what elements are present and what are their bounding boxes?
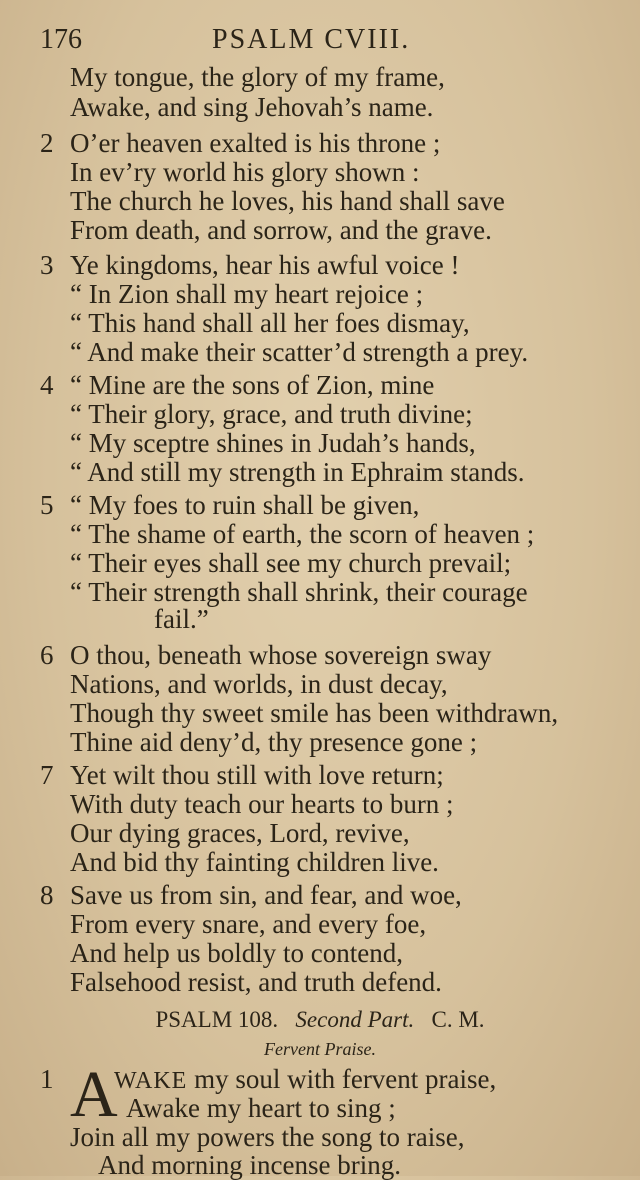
first-line-end: my soul with fervent praise, — [194, 1064, 497, 1094]
verse-line: The church he loves, his hand shall save — [70, 186, 505, 216]
verse-line: And morning incense bring. — [98, 1150, 401, 1180]
drop-cap: A — [70, 1058, 118, 1131]
verse-line: With duty teach our hearts to burn ; — [70, 789, 454, 819]
stanza-number: 5 — [40, 490, 54, 520]
psalm-label: PSALM 108. — [155, 1007, 279, 1032]
verse-line: “ In Zion shall my heart rejoice ; — [70, 279, 424, 309]
verse-line: “ This hand shall all her foes dismay, — [70, 308, 470, 338]
verse-line: Though thy sweet smile has been withdrawn, — [70, 698, 559, 728]
first-word: WAKE — [114, 1068, 188, 1094]
section-subtitle: Fervent Praise. — [264, 1039, 376, 1059]
verse-line: Join all my powers the song to raise, — [70, 1122, 465, 1152]
stanza-number: 7 — [40, 760, 54, 790]
verse-line: Awake, and sing Jehovah’s name. — [70, 92, 434, 122]
verse-line: O’er heaven exalted is his throne ; — [70, 128, 441, 158]
part-label: Second Part. — [295, 1007, 415, 1032]
stanza-number: 6 — [40, 640, 54, 670]
verse-line: In ev’ry world his glory shown : — [70, 157, 420, 187]
running-title: PSALM CVIII. — [212, 24, 411, 55]
verse-line: Our dying graces, Lord, revive, — [70, 818, 410, 848]
verse-line: “ And still my strength in Ephraim stands. — [70, 457, 525, 487]
verse-line: Yet wilt thou still with love return; — [70, 760, 444, 790]
stanza-number: 4 — [40, 370, 54, 400]
stanza-number: 2 — [40, 128, 54, 158]
verse-line: O thou, beneath whose sovereign sway — [70, 640, 492, 670]
verse-line: “ My foes to ruin shall be given, — [70, 490, 420, 520]
page-header — [0, 24, 640, 60]
verse-line: My tongue, the glory of my frame, — [70, 62, 445, 92]
verse-line: “ The shame of earth, the scorn of heaven ; — [70, 519, 535, 549]
verse-line: Falsehood resist, and truth defend. — [70, 967, 442, 997]
meter-label: C. M. — [431, 1007, 485, 1032]
verse-line: Awake my heart to sing ; — [126, 1093, 396, 1123]
verse-line: “ Their glory, grace, and truth divine; — [70, 399, 473, 429]
stanza-number: 3 — [40, 250, 54, 280]
verse-line — [114, 1066, 496, 1093]
section-heading — [0, 1008, 640, 1031]
verse-line: “ My sceptre shines in Judah’s hands, — [70, 428, 476, 458]
stanza-number: 1 — [40, 1064, 54, 1094]
verse-line: Nations, and worlds, in dust decay, — [70, 669, 448, 699]
page-number: 176 — [40, 24, 82, 55]
verse-line: “ Their eyes shall see my church prevail; — [70, 548, 512, 578]
verse-line: And help us boldly to contend, — [70, 938, 403, 968]
verse-line: From death, and sorrow, and the grave. — [70, 215, 492, 245]
verse-line: From every snare, and every foe, — [70, 909, 427, 939]
verse-line: Save us from sin, and fear, and woe, — [70, 880, 462, 910]
verse-line: Ye kingdoms, hear his awful voice ! — [70, 250, 460, 280]
verse-line-turnover: fail.” — [154, 604, 209, 634]
verse-line: “ And make their scatter’d strength a prey. — [70, 337, 529, 367]
verse-line: Thine aid deny’d, thy presence gone ; — [70, 727, 478, 757]
verse-line: “ Mine are the sons of Zion, mine — [70, 370, 435, 400]
stanza-number: 8 — [40, 880, 54, 910]
verse-line: “ Their strength shall shrink, their courage — [70, 577, 528, 607]
verse-line: And bid thy fainting children live. — [70, 847, 439, 877]
